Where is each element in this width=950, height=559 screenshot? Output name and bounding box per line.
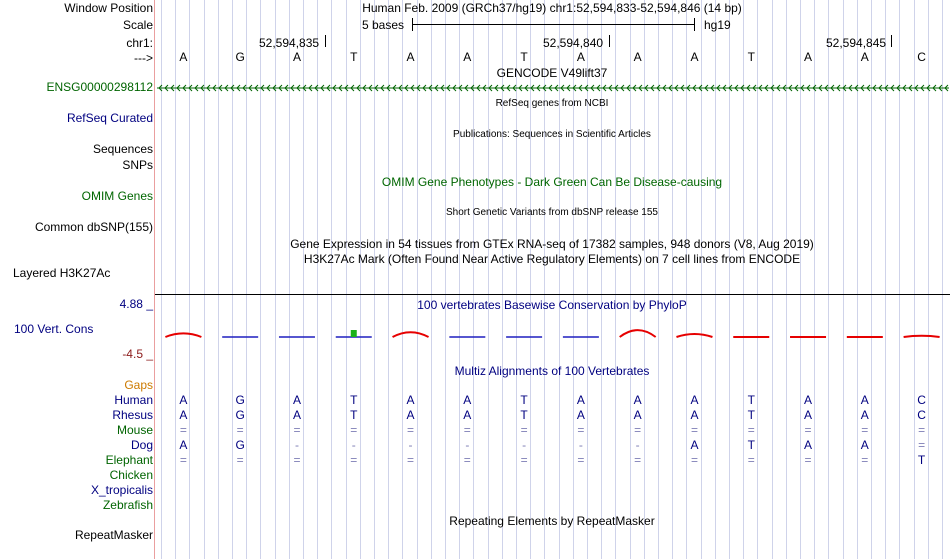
conservation-mark	[620, 330, 656, 337]
dbsnp-track-label[interactable]: Common dbSNP(155)	[34, 220, 153, 234]
scale-label: Scale	[122, 18, 153, 32]
alignment-base: A	[690, 438, 699, 452]
omim-track-title[interactable]: OMIM Gene Phenotypes - Dark Green Can Be Disease-causing	[381, 175, 723, 189]
scale-bar-text: 5 bases	[362, 18, 405, 32]
scale-bar-left-cap	[412, 18, 413, 31]
species-label: Chicken	[109, 468, 153, 482]
alignment-base: T	[520, 408, 528, 422]
position-tick-3	[891, 35, 892, 47]
conservation-track-label[interactable]: 100 Vert. Cons	[14, 322, 94, 336]
scale-bar-right-cap	[694, 18, 695, 31]
base-letter: A	[804, 50, 813, 64]
cons-min-label: -4.5 _	[122, 347, 153, 361]
alignment-base: C	[917, 393, 926, 407]
gtex-track-title[interactable]: Gene Expression in 54 tissues from GTEx RNA-seq of 17382 samples, 948 donors (V8, Aug 2019)	[290, 237, 814, 251]
alignment-base: =	[634, 423, 642, 437]
conservation-mark	[165, 333, 201, 337]
gene-feature-ensg[interactable]	[157, 82, 949, 94]
publications-track-label[interactable]: Sequences	[92, 142, 153, 156]
alignment-base: =	[293, 453, 301, 467]
alignment-base: A	[576, 408, 585, 422]
alignment-base: =	[690, 423, 698, 437]
alignment-base: A	[690, 393, 699, 407]
base-letter: G	[235, 50, 245, 64]
alignment-base: T	[520, 393, 528, 407]
window-position-label: Window Position	[64, 1, 153, 15]
base-letter: A	[633, 50, 642, 64]
position-label-1: 52,594,835	[259, 36, 320, 50]
alignment-base: A	[463, 408, 472, 422]
alignment-base: =	[861, 423, 869, 437]
alignment-base: -	[294, 438, 299, 452]
alignment-base: =	[236, 453, 244, 467]
base-letter: T	[350, 50, 358, 64]
h3k27ac-track-label[interactable]: Layered H3K27Ac	[13, 266, 111, 280]
species-label: Rhesus	[112, 408, 153, 422]
alignment-base: =	[690, 453, 698, 467]
conservation-green-mark	[351, 330, 357, 337]
alignment-base: =	[804, 453, 812, 467]
scale-bar	[412, 24, 695, 25]
position-label-2: 52,594,840	[543, 36, 604, 50]
alignment-base: A	[179, 408, 188, 422]
alignment-base: G	[235, 393, 245, 407]
alignment-base: =	[577, 453, 585, 467]
scale-db-text: hg19	[704, 18, 731, 32]
position-label-3: 52,594,845	[826, 36, 887, 50]
alignment-base: =	[350, 453, 358, 467]
publications-track-title[interactable]: Publications: Sequences in Scientific Articles	[453, 129, 651, 140]
species-label: Dog	[130, 438, 153, 452]
base-letter: A	[690, 50, 699, 64]
alignment-base: A	[292, 393, 301, 407]
repeatmasker-track-title[interactable]: Repeating Elements by RepeatMasker	[449, 514, 655, 528]
base-letter: A	[406, 50, 415, 64]
strand-arrow-label: --->	[134, 51, 153, 65]
cons-max-label: 4.88 _	[119, 297, 153, 311]
alignment-base: =	[179, 423, 187, 437]
alignment-base: A	[633, 408, 642, 422]
alignment-base: =	[577, 423, 585, 437]
alignment-base: =	[407, 453, 415, 467]
conservation-mark	[904, 336, 940, 337]
alignment-base: =	[747, 453, 755, 467]
alignment-base: =	[520, 423, 528, 437]
snps-track-label[interactable]: SNPs	[122, 158, 153, 172]
base-letter: A	[576, 50, 585, 64]
conservation-mark	[676, 334, 712, 337]
dbsnp-track-title[interactable]: Short Genetic Variants from dbSNP release 155	[446, 207, 658, 218]
alignment-base: =	[407, 423, 415, 437]
alignment-base: T	[747, 393, 755, 407]
alignment-base: G	[235, 438, 245, 452]
alignment-base: =	[804, 423, 812, 437]
base-letter: T	[747, 50, 755, 64]
alignment-base: A	[860, 408, 869, 422]
repeatmasker-track-label[interactable]: RepeatMasker	[74, 528, 153, 542]
alignment-base: =	[463, 453, 471, 467]
alignment-base: A	[633, 393, 642, 407]
species-label: Mouse	[116, 423, 153, 437]
alignment-base: A	[804, 438, 813, 452]
alignment-base: G	[235, 408, 245, 422]
alignment-base: =	[236, 423, 244, 437]
species-label: Zebrafish	[102, 498, 153, 512]
base-letter: A	[292, 50, 301, 64]
species-label: X_tropicalis	[90, 483, 153, 497]
base-letter: A	[860, 50, 869, 64]
refseq-track-title[interactable]: RefSeq genes from NCBI	[495, 98, 609, 109]
track-divider	[155, 294, 950, 295]
conservation-wiggle[interactable]	[155, 315, 950, 355]
chrom-label: chr1:	[126, 36, 153, 50]
alignment-base: =	[520, 453, 528, 467]
alignment-base: =	[634, 453, 642, 467]
alignment-base: =	[861, 453, 869, 467]
alignment-base: T	[747, 438, 755, 452]
base-letter: C	[917, 50, 926, 64]
omim-track-label[interactable]: OMIM Genes	[81, 189, 153, 203]
alignment-base: A	[860, 393, 869, 407]
gene-label-ensg[interactable]: ENSG00000298112	[46, 80, 153, 94]
position-tick-2	[609, 35, 610, 47]
alignment-base: A	[463, 393, 472, 407]
base-letter: A	[463, 50, 472, 64]
multiz-track-title[interactable]: Multiz Alignments of 100 Vertebrates	[454, 364, 650, 378]
alignment-base: A	[576, 393, 585, 407]
alignment-base: A	[179, 438, 188, 452]
alignment-base: =	[747, 423, 755, 437]
alignment-base: A	[804, 408, 813, 422]
alignment-base: -	[465, 438, 470, 452]
alignment-base: =	[918, 423, 926, 437]
alignment-base: -	[635, 438, 640, 452]
species-label: Human	[114, 393, 153, 407]
alignment-base: =	[350, 423, 358, 437]
alignment-base: -	[351, 438, 356, 452]
alignment-base: T	[747, 408, 755, 422]
alignment-base: A	[406, 408, 415, 422]
conservation-mark	[393, 332, 429, 337]
alignment-base: =	[179, 453, 187, 467]
alignment-base: A	[406, 393, 415, 407]
alignment-base: A	[860, 438, 869, 452]
alignment-base: A	[179, 393, 188, 407]
refseq-track-label[interactable]: RefSeq Curated	[66, 111, 153, 125]
alignment-base: A	[690, 408, 699, 422]
alignment-base: C	[917, 408, 926, 422]
conservation-track-title[interactable]: 100 vertebrates Basewise Conservation by PhyloP	[417, 298, 687, 312]
alignment-base: T	[917, 453, 926, 467]
position-tick-1	[325, 35, 326, 47]
h3k27ac-track-title[interactable]: H3K27Ac Mark (Often Found Near Active Regulatory Elements) on 7 cell lines from ENCODE	[303, 252, 801, 266]
alignment-base: A	[804, 393, 813, 407]
alignment-base: =	[918, 438, 926, 452]
base-letter: T	[520, 50, 528, 64]
alignment-base: =	[293, 423, 301, 437]
alignment-base: A	[292, 408, 301, 422]
alignment-base: =	[463, 423, 471, 437]
alignment-base: T	[350, 393, 358, 407]
alignment-base: -	[522, 438, 527, 452]
label-separator	[154, 0, 155, 559]
base-letter: A	[179, 50, 188, 64]
alignment-base: T	[350, 408, 358, 422]
assembly-position-text: Human Feb. 2009 (GRCh37/hg19) chr1:52,594,833-52,594,846 (14 bp)	[362, 1, 742, 15]
alignment-base: -	[578, 438, 583, 452]
gencode-track-title[interactable]: GENCODE V49lift37	[496, 66, 608, 80]
species-label: Elephant	[105, 453, 153, 467]
gaps-label: Gaps	[124, 378, 153, 392]
alignment-base: -	[408, 438, 413, 452]
